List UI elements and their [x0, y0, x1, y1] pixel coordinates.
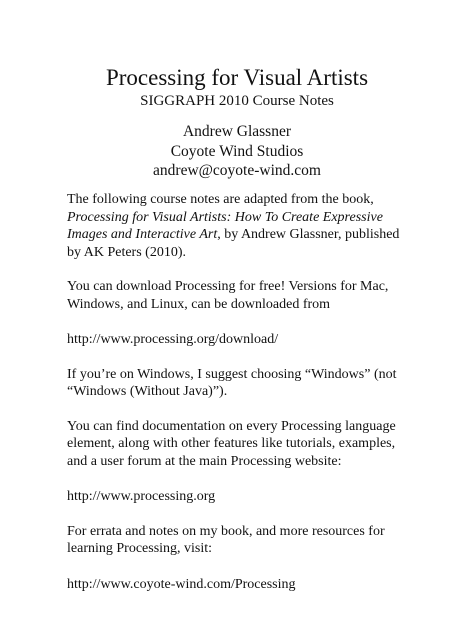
- author-email: andrew@coyote-wind.com: [153, 162, 321, 179]
- intro-paragraph: [67, 191, 407, 261]
- page-subtitle: SIGGRAPH 2010 Course Notes: [140, 93, 334, 109]
- body-text: [67, 191, 407, 593]
- author-name: Andrew Glassner: [182, 123, 292, 140]
- windows-paragraph: If you’re on Windows, I suggest choosing “Windows” (not “Windows (Without Java)”).: [67, 366, 397, 399]
- docs-paragraph: You can find documentation on every Processing language element, along with other features like tutorials, examples, and a user forum at the main Processing website:: [67, 418, 396, 469]
- docs-url: http://www.processing.org: [67, 489, 216, 504]
- download-url: http://www.processing.org/download/: [67, 332, 279, 347]
- intro-suffix: , by Andrew Glassner, published by AK Peters (2010).: [67, 227, 400, 260]
- author-studio: Coyote Wind Studios: [170, 142, 304, 160]
- author-block: [0, 122, 474, 181]
- errata-paragraph: For errata and notes on my book, and more resources for learning Processing, visit:: [67, 523, 385, 556]
- book-title: Processing for Visual Artists: How To Create Expressive Images and Interactive Art: [67, 209, 383, 242]
- page-title: Processing for Visual Artists: [105, 65, 369, 90]
- errata-url: http://www.coyote-wind.com/Processing: [67, 576, 296, 592]
- download-paragraph: You can download Processing for free! Versions for Mac, Windows, and Linux, can be downloaded from: [67, 279, 389, 312]
- intro-prefix: The following course notes are adapted from the book,: [67, 192, 374, 207]
